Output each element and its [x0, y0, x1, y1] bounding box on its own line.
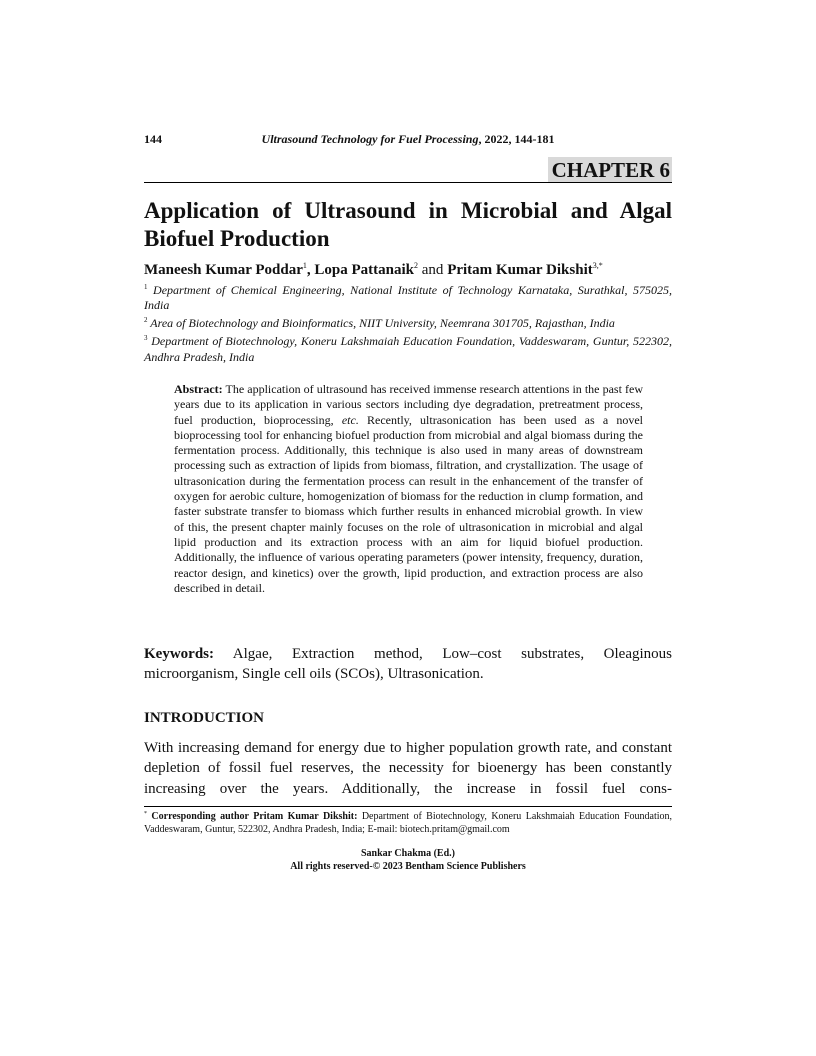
- editor-credit: Sankar Chakma (Ed.): [360, 848, 455, 859]
- abstract-label: Abstract:: [174, 382, 223, 396]
- affiliation-item: [144, 316, 672, 331]
- affiliation-item: [144, 283, 672, 314]
- abstract-etc: etc.: [341, 412, 359, 427]
- affiliation-number: 2: [144, 316, 148, 325]
- copyright-notice: All rights reserved-© 2023 Bentham Science Publishers: [290, 861, 526, 872]
- author-name: Maneesh Kumar Poddar: [144, 262, 303, 278]
- affiliation-number: 1: [144, 283, 148, 291]
- chapter-label: CHAPTER 6: [548, 157, 672, 182]
- abstract-text: The application of ultrasound has received immense research attentions in the past few years due to its application in various sectors including dye degradation, pretreatment process, fuel production, bioprocessing,: [174, 382, 643, 427]
- author-affiliation-mark: 2: [414, 261, 419, 270]
- publisher-credits: [144, 847, 672, 873]
- chapter-divider: [144, 182, 672, 183]
- footnote-label: Corresponding author Pritam Kumar Dikshit:: [151, 811, 358, 822]
- keywords-text: Algae, Extraction method, Low–cost substrates, Oleaginous microorganism, Single cell oils (SCOs), Ultrasonication.: [144, 646, 672, 682]
- journal-citation: , 2022, 144-181: [478, 132, 555, 146]
- footnote-mark: *: [144, 811, 147, 817]
- abstract: [174, 382, 643, 596]
- author-list: [144, 260, 672, 280]
- running-header: [144, 132, 672, 150]
- affiliation-list: [144, 283, 672, 368]
- affiliation-text: Area of Biotechnology and Bioinformatics, NIIT University, Neemrana 301705, Rajasthan, India: [150, 316, 615, 331]
- author-affiliation-mark: 3,*: [592, 261, 603, 270]
- affiliation-text: Department of Biotechnology, Koneru Lakshmaiah Education Foundation, Vaddeswaram, Guntur, 522302, Andhra Pradesh, India: [144, 334, 673, 364]
- page-number: 144: [144, 132, 162, 146]
- section-heading-introduction: INTRODUCTION: [144, 710, 265, 726]
- affiliation-number: 3: [144, 334, 148, 343]
- author-name: Pritam Kumar Dikshit: [447, 262, 593, 278]
- affiliation-item: [144, 334, 672, 365]
- footnote-divider: [144, 806, 672, 807]
- footnote-text: Department of Biotechnology, Koneru Lakshmaiah Education Foundation, Vaddeswaram, Guntur, 522302, Andhra Pradesh, India; E-mail: biotech.pritam@gmail.com: [144, 811, 673, 835]
- journal-title: Ultrasound Technology for Fuel Processing: [261, 132, 479, 146]
- author-name: Lopa Pattanaik: [314, 262, 415, 278]
- chapter-title: Application of Ultrasound in Microbial and Algal Biofuel Production: [144, 198, 672, 251]
- author-separator: and: [418, 262, 448, 278]
- corresponding-author-footnote: [144, 810, 672, 836]
- introduction-paragraph: With increasing demand for energy due to higher population growth rate, and constant depletion of fossil fuel reserves, the necessity for bioenergy has been constantly increasing over the years. Additionally, the increase in fossil fuel cons-: [144, 740, 672, 797]
- author-affiliation-mark: 1: [302, 261, 307, 270]
- keywords-label: Keywords:: [144, 646, 214, 662]
- abstract-text-continued: Recently, ultrasonication has been used as a novel bioprocessing tool for enhancing biofuel production from microbial and algal biomass during the fermentation process. Additionally, this technique is also used in many areas of downstream processing such as extraction of lipids from biomass, filtration, and crystallization. The usage of ultrasonication during the fermentation process can result in the enhancement of the transfer of oxygen for aerobic culture, homogenization of biomass for the reduction in clump formation, and faster substrate transfer to biomass which further results in enhanced microbial growth. In view of this, the present chapter mainly focuses on the role of ultrasonication in microbial and algal lipid production and its extraction process with an aim for liquid biofuel production. Additionally, the influence of various operating parameters (power intensity, frequency, duration, reactor design, and kinetics) over the growth, lipid production, and extraction process are also described in detail.: [174, 412, 644, 595]
- journal-reference: [144, 132, 672, 147]
- author-separator: ,: [306, 262, 315, 278]
- keywords: [144, 644, 672, 684]
- affiliation-text: Department of Chemical Engineering, National Institute of Technology Karnataka, Surathkal, 575025, India: [144, 283, 672, 313]
